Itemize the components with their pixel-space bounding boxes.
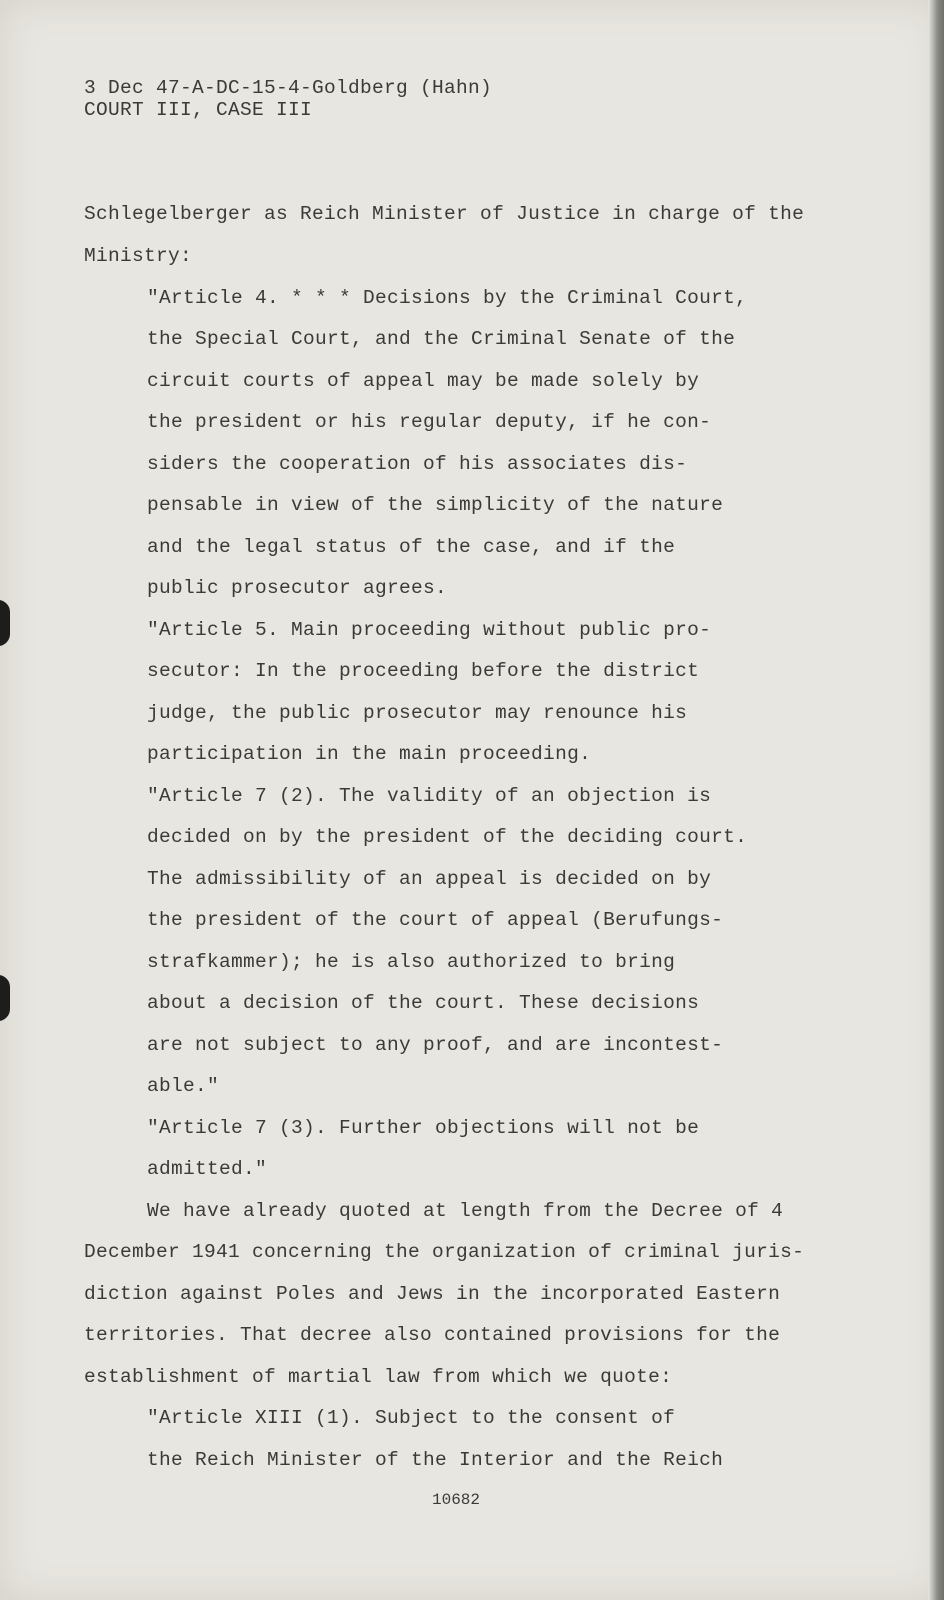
text-line: territories. That decree also contained provisions for the <box>84 1324 781 1346</box>
text-line: the president or his regular deputy, if he con- <box>147 411 712 433</box>
text-line: establishment of martial law from which we quote: <box>84 1366 673 1388</box>
text-line: "Article 5. Main proceeding without public pro- <box>147 619 712 641</box>
text-line: diction against Poles and Jews in the incorporated Eastern <box>84 1283 781 1305</box>
text-line: "Article XIII (1). Subject to the consent of <box>147 1407 676 1429</box>
text-line: circuit courts of appeal may be made solely by <box>147 370 700 392</box>
text-line: Schlegelberger as Reich Minister of Justice in charge of the <box>84 203 805 225</box>
text-line: secutor: In the proceeding before the district <box>147 660 700 682</box>
text-line: December 1941 concerning the organization of criminal juris- <box>84 1241 805 1263</box>
text-line: the Special Court, and the Criminal Senate of the <box>147 328 736 350</box>
text-line: judge, the public prosecutor may renounce his <box>147 702 688 724</box>
text-line: The admissibility of an appeal is decided on by <box>147 868 712 890</box>
text-line: "Article 7 (3). Further objections will not be <box>147 1117 700 1139</box>
page-edge <box>928 0 944 1600</box>
text-line: the president of the court of appeal (Berufungs- <box>147 909 724 931</box>
text-line: participation in the main proceeding. <box>147 743 592 765</box>
text-line: strafkammer); he is also authorized to bring <box>147 951 676 973</box>
text-line: We have already quoted at length from the Decree of 4 <box>147 1200 784 1222</box>
text-line: and the legal status of the case, and if the <box>147 536 676 558</box>
text-line: pensable in view of the simplicity of the nature <box>147 494 724 516</box>
text-line: are not subject to any proof, and are incontest- <box>147 1034 724 1056</box>
text-line: siders the cooperation of his associates dis- <box>147 453 688 475</box>
text-line: the Reich Minister of the Interior and the Reich <box>147 1449 724 1471</box>
text-line: public prosecutor agrees. <box>147 577 448 599</box>
text-line: admitted." <box>147 1158 268 1180</box>
text-line: Ministry: <box>84 245 193 267</box>
header-court: COURT III, CASE III <box>84 99 313 121</box>
binder-hole-bottom <box>0 975 10 1021</box>
text-line: decided on by the president of the deciding court. <box>147 826 748 848</box>
binder-hole-top <box>0 600 10 646</box>
text-line: "Article 7 (2). The validity of an objection is <box>147 785 712 807</box>
page-number: 10682 <box>432 1491 481 1509</box>
text-line: "Article 4. * * * Decisions by the Criminal Court, <box>147 287 748 309</box>
header-reference: 3 Dec 47-A-DC-15-4-Goldberg (Hahn) <box>84 77 493 99</box>
text-line: about a decision of the court. These decisions <box>147 992 700 1014</box>
text-line: able." <box>147 1075 220 1097</box>
